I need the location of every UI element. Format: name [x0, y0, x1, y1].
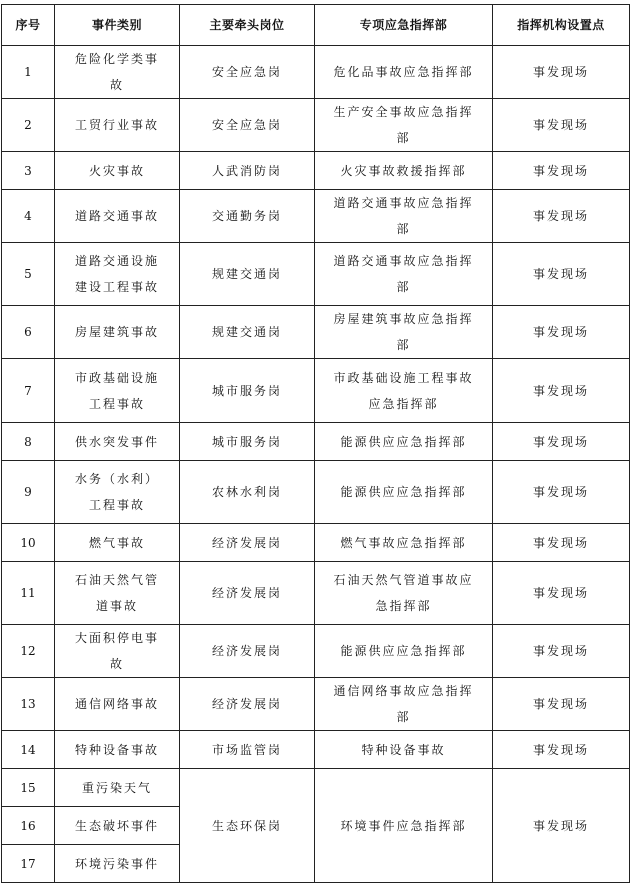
command-hq: 特种设备事故: [315, 731, 493, 769]
row-number: 10: [2, 524, 55, 562]
hq-location: 事发现场: [493, 359, 630, 423]
row-number: 11: [2, 562, 55, 625]
table-row: [2, 678, 630, 731]
lead-post: 经济发展岗: [180, 562, 315, 625]
table-row: [2, 562, 630, 625]
table-row: [2, 423, 630, 461]
lead-post: 城市服务岗: [180, 359, 315, 423]
command-hq: 道路交通事故应急指挥部: [315, 190, 493, 243]
row-number: 7: [2, 359, 55, 423]
event-type: 通信网络事故: [55, 678, 180, 731]
row-number: 6: [2, 306, 55, 359]
lead-post: 城市服务岗: [180, 423, 315, 461]
lead-post: 农林水利岗: [180, 461, 315, 524]
hq-location: 事发现场: [493, 190, 630, 243]
row-number: 12: [2, 625, 55, 678]
hq-location: 事发现场: [493, 731, 630, 769]
table-row: [2, 99, 630, 152]
command-hq: 环境事件应急指挥部: [315, 769, 493, 883]
table-row: [2, 152, 630, 190]
event-type: 供水突发事件: [55, 423, 180, 461]
lead-post: 规建交通岗: [180, 243, 315, 306]
row-number: 1: [2, 46, 55, 99]
command-hq: 道路交通事故应急指挥部: [315, 243, 493, 306]
hq-location: 事发现场: [493, 524, 630, 562]
row-number: 5: [2, 243, 55, 306]
hq-location: 事发现场: [493, 46, 630, 99]
header-row: [2, 5, 630, 46]
event-type: 石油天然气管道事故: [55, 562, 180, 625]
row-number: 14: [2, 731, 55, 769]
lead-post: 经济发展岗: [180, 524, 315, 562]
header-lead-post: 主要牵头岗位: [180, 5, 315, 46]
header-command-hq: 专项应急指挥部: [315, 5, 493, 46]
row-number: 15: [2, 769, 55, 807]
table-row: [2, 46, 630, 99]
table-row: [2, 769, 630, 807]
emergency-command-table: [1, 4, 630, 883]
hq-location: 事发现场: [493, 243, 630, 306]
table-row: [2, 306, 630, 359]
hq-location: 事发现场: [493, 306, 630, 359]
hq-location: 事发现场: [493, 769, 630, 883]
table-row: [2, 461, 630, 524]
row-number: 2: [2, 99, 55, 152]
event-type: 特种设备事故: [55, 731, 180, 769]
row-number: 13: [2, 678, 55, 731]
hq-location: 事发现场: [493, 99, 630, 152]
event-type: 水务（水利）工程事故: [55, 461, 180, 524]
command-hq: 通信网络事故应急指挥部: [315, 678, 493, 731]
event-type: 环境污染事件: [55, 845, 180, 883]
command-hq: 能源供应应急指挥部: [315, 423, 493, 461]
event-type: 市政基础设施工程事故: [55, 359, 180, 423]
table-row: [2, 731, 630, 769]
row-number: 16: [2, 807, 55, 845]
header-no: 序号: [2, 5, 55, 46]
hq-location: 事发现场: [493, 423, 630, 461]
hq-location: 事发现场: [493, 562, 630, 625]
lead-post: 经济发展岗: [180, 625, 315, 678]
lead-post: 交通勤务岗: [180, 190, 315, 243]
hq-location: 事发现场: [493, 625, 630, 678]
command-hq: 生产安全事故应急指挥部: [315, 99, 493, 152]
lead-post: 经济发展岗: [180, 678, 315, 731]
command-hq: 能源供应应急指挥部: [315, 625, 493, 678]
lead-post: 规建交通岗: [180, 306, 315, 359]
header-hq-location: 指挥机构设置点: [493, 5, 630, 46]
command-hq: 房屋建筑事故应急指挥部: [315, 306, 493, 359]
event-type: 重污染天气: [55, 769, 180, 807]
event-type: 大面积停电事故: [55, 625, 180, 678]
table-row: [2, 524, 630, 562]
hq-location: 事发现场: [493, 152, 630, 190]
command-hq: 危化品事故应急指挥部: [315, 46, 493, 99]
event-type: 道路交通事故: [55, 190, 180, 243]
table-row: [2, 243, 630, 306]
row-number: 3: [2, 152, 55, 190]
lead-post: 市场监管岗: [180, 731, 315, 769]
row-number: 17: [2, 845, 55, 883]
table-row: [2, 190, 630, 243]
lead-post: 人武消防岗: [180, 152, 315, 190]
command-hq: 市政基础设施工程事故应急指挥部: [315, 359, 493, 423]
event-type: 危险化学类事故: [55, 46, 180, 99]
command-hq: 能源供应应急指挥部: [315, 461, 493, 524]
event-type: 燃气事故: [55, 524, 180, 562]
row-number: 8: [2, 423, 55, 461]
command-hq: 火灾事故救援指挥部: [315, 152, 493, 190]
row-number: 9: [2, 461, 55, 524]
lead-post: 安全应急岗: [180, 99, 315, 152]
event-type: 房屋建筑事故: [55, 306, 180, 359]
event-type: 生态破坏事件: [55, 807, 180, 845]
event-type: 道路交通设施建设工程事故: [55, 243, 180, 306]
event-type: 工贸行业事故: [55, 99, 180, 152]
lead-post: 安全应急岗: [180, 46, 315, 99]
event-type: 火灾事故: [55, 152, 180, 190]
lead-post: 生态环保岗: [180, 769, 315, 883]
table-row: [2, 625, 630, 678]
command-hq: 石油天然气管道事故应急指挥部: [315, 562, 493, 625]
table-row: [2, 359, 630, 423]
command-hq: 燃气事故应急指挥部: [315, 524, 493, 562]
header-event-type: 事件类别: [55, 5, 180, 46]
hq-location: 事发现场: [493, 461, 630, 524]
row-number: 4: [2, 190, 55, 243]
table-body: [2, 46, 630, 883]
hq-location: 事发现场: [493, 678, 630, 731]
